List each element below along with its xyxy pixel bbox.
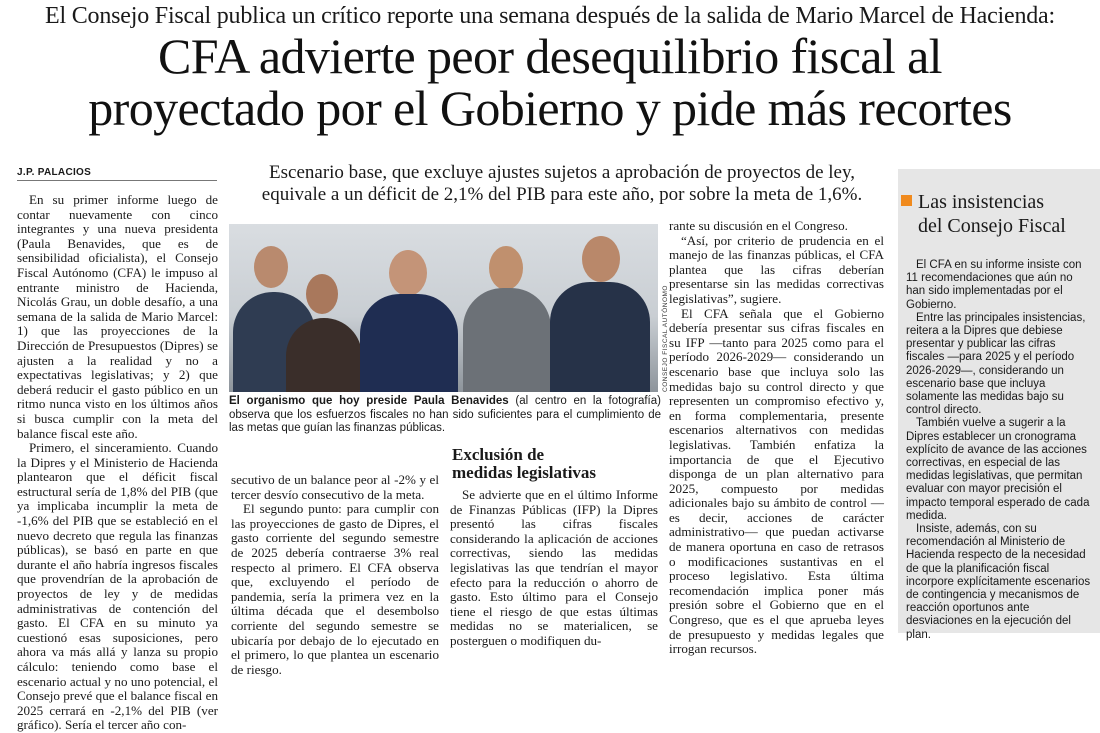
sidebar-title [918, 190, 1098, 238]
paragraph: El CFA señala que el Gobierno debería presentar sus cifras fiscales en su IFP —tanto para 2025 como para el período 2026-2029— considerando un escenario base que incluya solo las medidas bajo su control directo y que representen un compromiso efectivo y, en forma complementaria, presente escenarios alternativos con medidas legislativas. También enfatiza la importancia de que el Ejecutivo disponga de un plan alternativo para 2025, compuesto por medidas adicionales bajo su ámbito de control —es decir, acciones de carácter administrativo— que puedan activarse de manera oportuna en caso de retrasos o modificaciones sustantivas en el proceso legislativo. Esta última recomendación implica poner más presión sobre el Gobierno que en el Congreso, que es el que aprueba leyes de presupuesto y medidas legales que irrogan recursos. [669, 305, 884, 657]
deck-line-1: Escenario base, que excluye ajustes sujetos a aprobación de proyectos de ley, [269, 162, 855, 183]
paragraph: En su primer informe luego de contar nuevamente con cinco integrantes y una nueva presidenta (Paula Benavides, que es de sensibilidad oficialista), el Consejo Fiscal Autónomo (CFA) le impuso al entrante ministro de Hacienda, Nicolás Grau, un doble desafío, a una semana de la salida de Mario Marcel: 1) que las proyecciones de la Dirección de Presupuestos (Dipres) se ajusten a la realidad y no a expectativas legislativas; y 2) que deberá reducir el gasto público en un ritmo nunca visto en los últimos años si busca cumplir con la meta del balance fiscal este año. [17, 192, 218, 441]
deck [232, 162, 892, 206]
sidebar-body [906, 259, 1091, 642]
person-figure [459, 224, 554, 392]
orange-square-icon [901, 195, 912, 206]
headline-line-1: CFA advierte peor desequilibrio fiscal al [158, 28, 942, 84]
subhead-line-2: medidas legislativas [452, 463, 597, 482]
subhead-line-1: Exclusión de [452, 445, 545, 464]
person-figure [544, 224, 654, 392]
article-column-2 [231, 473, 439, 677]
headline [0, 30, 1100, 134]
person-figure [354, 224, 464, 392]
sidebar-paragraph: También vuelve a sugerir a la Dipres establecer un cronograma explícito de avance de las acciones correctivas, en especial de las medidas legislativas, que permitan evaluar con mayor precisión el impacto temporal esperado de cada medida. [906, 417, 1090, 522]
sidebar-paragraph: Entre las principales insistencias, reitera a la Dipres que debiese presentar y publicar las cifras fiscales —para 2025 y el período 2026-2029—, considerando un escenario base que incluya solamente las medidas bajo su control directo. [906, 311, 1086, 417]
paragraph: Primero, el sinceramiento. Cuando la Dipres y el Ministerio de Hacienda plantearon que el déficit fiscal estructural sería de 1,8% del PIB (que ya implicaba incumplir la meta de -1,6% del PIB que se estableció en el nuevo decreto que regula las finanzas públicas), se basó en parte en que durante el año habría ingresos fiscales que provendrían de la aprobación de proyectos de ley y de medidas administrativas de contención del gasto. El CFA en su minuto ya cuestionó esas suposiciones, pero ahora va más allá y lanza su propio cálculo: teniendo como base el escenario actual y no uno potencial, el Consejo prevé que el balance fiscal en 2025 cerrará en -2,1% del PIB (ver gráfico). Sería el tercer año con- [17, 440, 218, 733]
paragraph: secutivo de un balance peor al -2% y el tercer desvío consecutivo de la meta. [231, 472, 439, 502]
article-column-1 [17, 193, 218, 733]
headline-line-2: proyectado por el Gobierno y pide más recortes [88, 80, 1012, 136]
caption-text: (al centro en la fotografía) observa que los esfuerzos fiscales no han sido suficientes para el cumplimiento de las metas que guían las finanzas públicas. [229, 395, 661, 434]
paragraph: Se advierte que en el último Informe de Finanzas Públicas (IFP) la Dipres presentó las cifras fiscales considerando la aplicación de acciones correctivas, siendo las medidas legislativas las que tendrían el mayor efecto para la reducción o ahorro de gasto. Esto último para el Consejo tiene el riesgo de que estas últimas medidas no se materialicen, se posterguen o modifiquen du- [450, 487, 658, 648]
paragraph: “Así, por criterio de prudencia en el manejo de las finanzas públicas, el CFA plantea que las cifras deberían presentarse sin las medidas correctivas legislativas”, sugiere. [669, 232, 884, 306]
kicker: El Consejo Fiscal publica un crítico reporte una semana después de la salida de Mario Marcel de Hacienda: [45, 3, 1055, 29]
photo-credit: CONSEJO FISCAL AUTÓNOMO [662, 285, 669, 392]
section-subhead [452, 446, 657, 482]
sidebar-paragraph: Insiste, además, con su recomendación al Ministerio de Hacienda respecto de la necesidad de que la planificación fiscal incorpore explícitamente escenarios de contingencia y mecanismos de reacción oportunos ante desviaciones en la ejecución del plan. [906, 523, 1091, 641]
byline: J.P. PALACIOS [17, 167, 92, 178]
article-column-4 [669, 219, 884, 657]
paragraph: El segundo punto: para cumplir con las proyecciones de gasto de Dipres, el gasto corriente del segundo semestre de 2025 debería contraerse 3% real respecto al primero. El CFA observa que, excluyendo el período de pandemia, sería la primera vez en la última década que el desembolso corriente del segundo semestre se ubicaría por debajo de lo ejecutado en el primero, lo que plantea un escenario de riesgo. [231, 501, 439, 677]
article-photo [229, 224, 658, 392]
byline-rule [17, 180, 217, 181]
sidebar-title-line-1: Las insistencias [918, 191, 1045, 213]
sidebar-title-line-2: del Consejo Fiscal [918, 215, 1066, 237]
sidebar-paragraph: El CFA en su informe insiste con 11 recomendaciones que aún no han sido implementadas por el Gobierno. [906, 259, 1082, 311]
person-figure [284, 224, 364, 392]
caption-lead: El organismo que hoy preside Paula Benavides [229, 395, 509, 407]
photo-caption [229, 395, 661, 436]
paragraph: rante su discusión en el Congreso. [669, 218, 848, 233]
article-column-3 [450, 488, 658, 649]
deck-line-2: equivale a un déficit de 2,1% del PIB para este año, por sobre la meta de 1,6%. [261, 184, 863, 205]
